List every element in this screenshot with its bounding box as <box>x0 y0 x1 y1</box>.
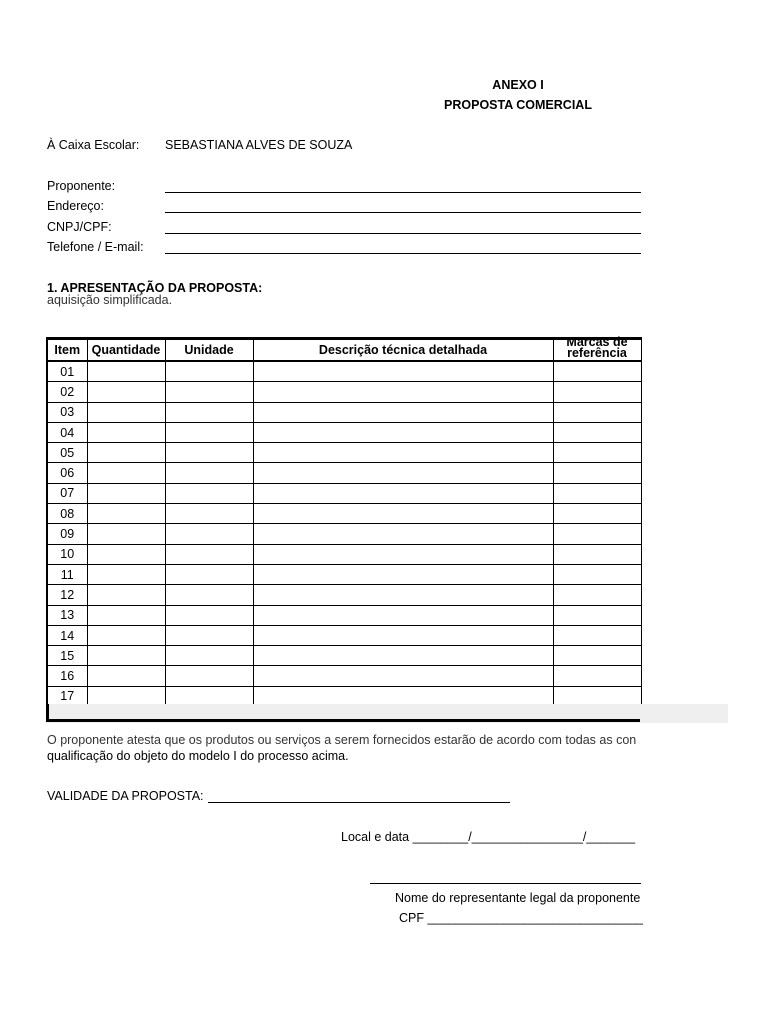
cpf-field[interactable]: CPF _______________________________ <box>399 911 643 925</box>
field-line-endereco[interactable] <box>165 212 641 213</box>
cell-item: 03 <box>47 402 87 422</box>
cell-marcas[interactable] <box>553 625 641 645</box>
cell-item: 16 <box>47 666 87 686</box>
field-line-cnpj-cpf[interactable] <box>165 233 641 234</box>
cell-marcas[interactable] <box>553 666 641 686</box>
cell-descricao[interactable] <box>253 382 553 402</box>
attestation-line-2: qualificação do objeto do modelo I do processo acima. <box>47 749 349 763</box>
cell-marcas[interactable] <box>553 585 641 605</box>
cell-descricao[interactable] <box>253 646 553 666</box>
table-row <box>47 402 641 422</box>
table-row <box>47 544 641 564</box>
cell-marcas[interactable] <box>553 504 641 524</box>
cell-quantidade[interactable] <box>87 544 165 564</box>
cell-unidade[interactable] <box>165 382 253 402</box>
cell-descricao[interactable] <box>253 361 553 382</box>
cell-item: 08 <box>47 504 87 524</box>
cell-marcas[interactable] <box>553 382 641 402</box>
cell-item: 02 <box>47 382 87 402</box>
local-data-field[interactable]: Local e data ________/________________/_______ <box>341 830 636 844</box>
cell-quantidade[interactable] <box>87 463 165 483</box>
field-label-telefone-email: Telefone / E-mail: <box>47 240 144 254</box>
cell-quantidade[interactable] <box>87 443 165 463</box>
cell-unidade[interactable] <box>165 422 253 442</box>
cell-quantidade[interactable] <box>87 605 165 625</box>
cell-unidade[interactable] <box>165 625 253 645</box>
cell-unidade[interactable] <box>165 504 253 524</box>
section-title: 1. APRESENTAÇÃO DA PROPOSTA: <box>47 281 263 295</box>
cell-quantidade[interactable] <box>87 564 165 584</box>
cell-descricao[interactable] <box>253 585 553 605</box>
cell-quantidade[interactable] <box>87 524 165 544</box>
table-row <box>47 605 641 625</box>
cell-item: 09 <box>47 524 87 544</box>
attestation-line-1: O proponente atesta que os produtos ou serviços a serem fornecidos estarão de acordo com todas as con <box>47 733 637 747</box>
cell-unidade[interactable] <box>165 585 253 605</box>
recipient-value: SEBASTIANA ALVES DE SOUZA <box>165 138 353 152</box>
table-row <box>47 564 641 584</box>
header-marcas-label: Marcas de referência <box>566 335 628 360</box>
cell-unidade[interactable] <box>165 443 253 463</box>
table-row <box>47 625 641 645</box>
table-row <box>47 524 641 544</box>
table-row <box>47 646 641 666</box>
cell-unidade[interactable] <box>165 646 253 666</box>
cell-descricao[interactable] <box>253 564 553 584</box>
table-row <box>47 361 641 382</box>
cell-marcas[interactable] <box>553 564 641 584</box>
cell-marcas[interactable] <box>553 422 641 442</box>
cell-unidade[interactable] <box>165 524 253 544</box>
cell-marcas[interactable] <box>553 544 641 564</box>
table-row <box>47 422 641 442</box>
table-row <box>47 483 641 503</box>
recipient-label: À Caixa Escolar: <box>47 138 140 152</box>
cell-quantidade[interactable] <box>87 666 165 686</box>
header-quantidade: Quantidade <box>87 339 165 362</box>
cell-descricao[interactable] <box>253 666 553 686</box>
cell-descricao[interactable] <box>253 443 553 463</box>
cell-unidade[interactable] <box>165 483 253 503</box>
cell-item: 15 <box>47 646 87 666</box>
validity-line[interactable] <box>208 802 510 803</box>
cell-marcas[interactable] <box>553 463 641 483</box>
header-marcas <box>553 335 641 362</box>
field-label-proponente: Proponente: <box>47 179 116 193</box>
cell-descricao[interactable] <box>253 402 553 422</box>
cell-unidade[interactable] <box>165 463 253 483</box>
cell-quantidade[interactable] <box>87 504 165 524</box>
validity-label: VALIDADE DA PROPOSTA: <box>47 789 204 803</box>
clipped-section-text: aquisição simplificada. <box>47 293 173 307</box>
cell-unidade[interactable] <box>165 361 253 382</box>
cell-quantidade[interactable] <box>87 585 165 605</box>
cell-unidade[interactable] <box>165 564 253 584</box>
cell-item: 13 <box>47 605 87 625</box>
annex-heading: ANEXO I <box>492 78 544 92</box>
header-item: Item <box>47 339 87 362</box>
cell-item: 11 <box>47 564 87 584</box>
cell-marcas[interactable] <box>553 524 641 544</box>
cell-marcas[interactable] <box>553 443 641 463</box>
cell-descricao[interactable] <box>253 463 553 483</box>
cell-item: 05 <box>47 443 87 463</box>
field-line-telefone-email[interactable] <box>165 253 641 254</box>
cell-unidade[interactable] <box>165 605 253 625</box>
items-table <box>46 337 642 706</box>
table-row <box>47 585 641 605</box>
table-row <box>47 504 641 524</box>
cell-descricao[interactable] <box>253 625 553 645</box>
table-row <box>47 666 641 686</box>
signature-line[interactable] <box>370 883 641 884</box>
cell-quantidade[interactable] <box>87 402 165 422</box>
cell-item: 12 <box>47 585 87 605</box>
cell-marcas[interactable] <box>553 646 641 666</box>
cell-item: 06 <box>47 463 87 483</box>
attestation-line-1-clip <box>47 733 640 747</box>
cell-item: 01 <box>47 361 87 382</box>
cell-descricao[interactable] <box>253 544 553 564</box>
table-row <box>47 382 641 402</box>
cell-item: 17 <box>47 686 87 706</box>
cell-quantidade[interactable] <box>87 646 165 666</box>
table-row <box>47 463 641 483</box>
header-descricao: Descrição técnica detalhada <box>253 339 553 362</box>
header-unidade: Unidade <box>165 339 253 362</box>
field-line-proponente[interactable] <box>165 192 641 193</box>
cell-marcas[interactable] <box>553 361 641 382</box>
cell-marcas[interactable] <box>553 605 641 625</box>
cell-quantidade[interactable] <box>87 361 165 382</box>
table-row <box>47 443 641 463</box>
cell-item: 14 <box>47 625 87 645</box>
table-footer-border <box>46 704 640 722</box>
cell-quantidade[interactable] <box>87 483 165 503</box>
cell-unidade[interactable] <box>165 402 253 422</box>
cell-descricao[interactable] <box>253 504 553 524</box>
cell-marcas[interactable] <box>553 402 641 422</box>
document-title: PROPOSTA COMERCIAL <box>444 98 592 112</box>
representative-label: Nome do representante legal da proponente <box>395 891 641 905</box>
cell-descricao[interactable] <box>253 483 553 503</box>
cell-unidade[interactable] <box>165 666 253 686</box>
cell-quantidade[interactable] <box>87 382 165 402</box>
cell-descricao[interactable] <box>253 422 553 442</box>
cell-descricao[interactable] <box>253 524 553 544</box>
cell-quantidade[interactable] <box>87 422 165 442</box>
cell-unidade[interactable] <box>165 544 253 564</box>
cell-item: 04 <box>47 422 87 442</box>
field-label-endereco: Endereço: <box>47 199 104 213</box>
cell-item: 10 <box>47 544 87 564</box>
items-body <box>47 361 641 706</box>
cell-item: 07 <box>47 483 87 503</box>
cell-marcas[interactable] <box>553 483 641 503</box>
cell-quantidade[interactable] <box>87 625 165 645</box>
field-label-cnpj-cpf: CNPJ/CPF: <box>47 220 112 234</box>
cell-descricao[interactable] <box>253 605 553 625</box>
